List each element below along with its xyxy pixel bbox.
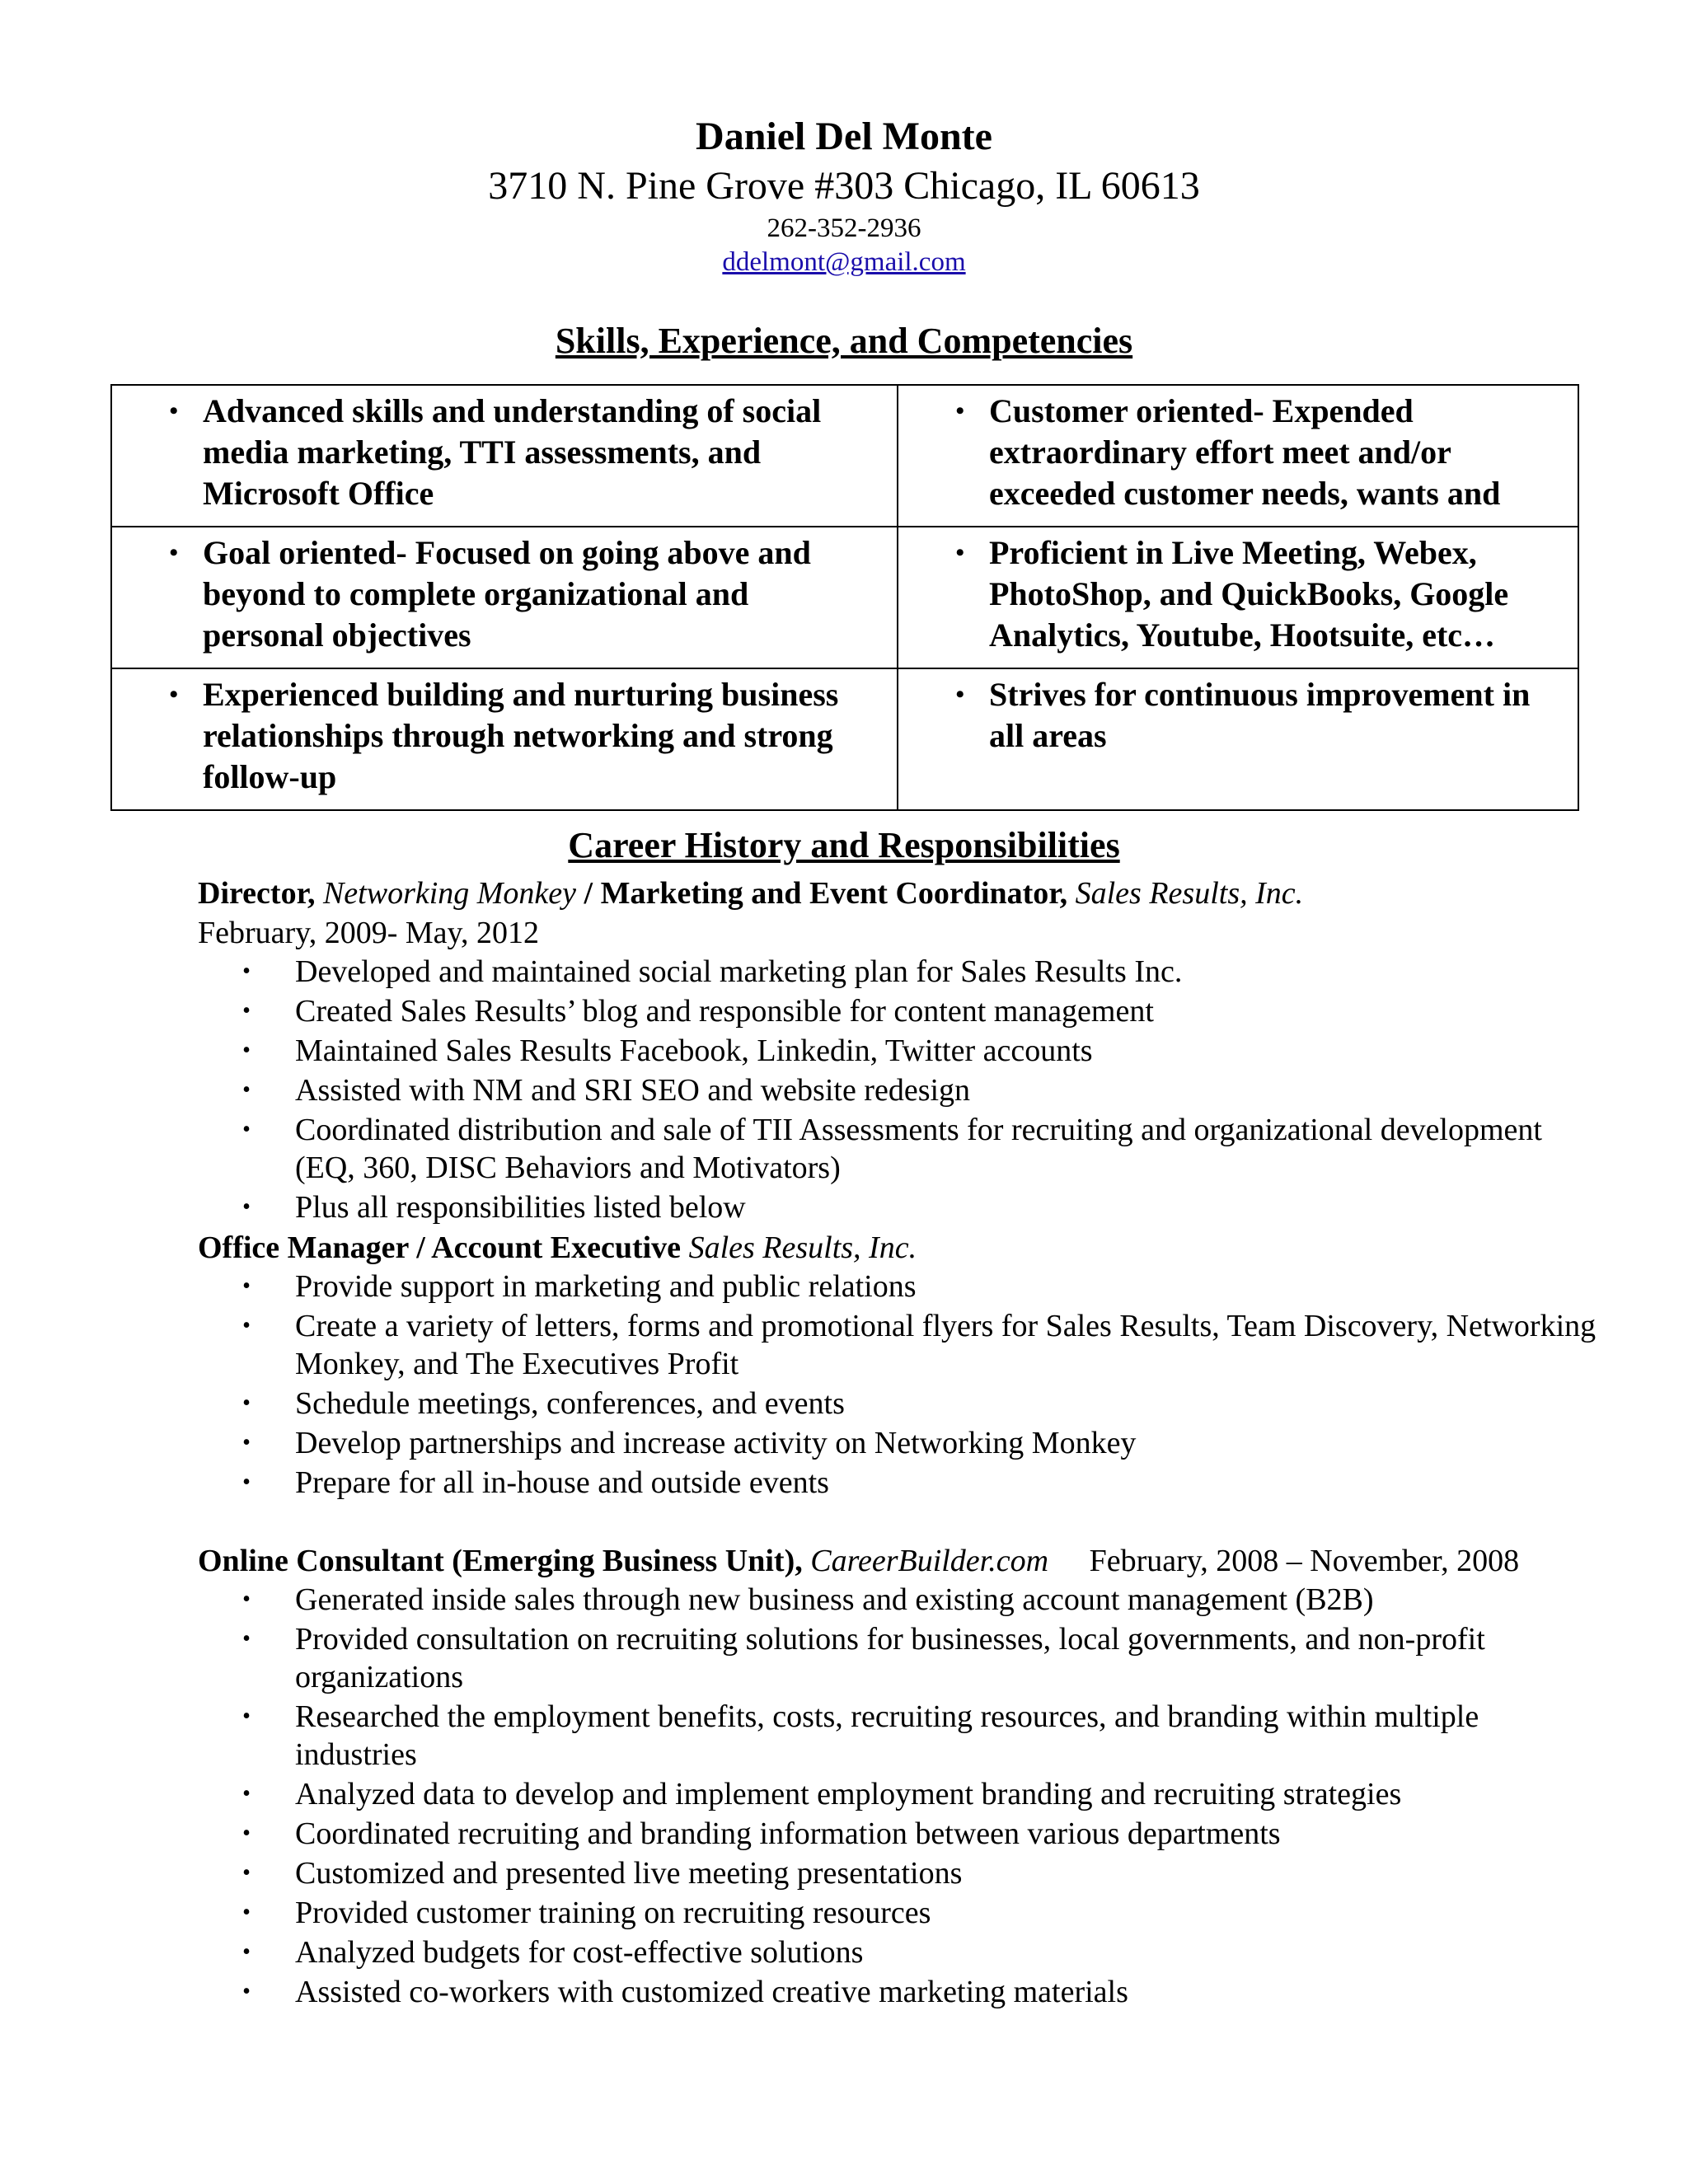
bullet-icon: • xyxy=(169,539,178,566)
bullet-icon: • xyxy=(242,1313,251,1338)
list-item xyxy=(198,1933,1599,1971)
list-item xyxy=(198,1032,1599,1070)
bullet-icon: • xyxy=(242,1939,251,1965)
duty-text: Plus all responsibilities listed below xyxy=(295,1190,746,1225)
job-title: Director, xyxy=(198,876,316,911)
skills-cell xyxy=(111,668,898,810)
skill-text: Proficient in Live Meeting, Webex, PhotoShop, and QuickBooks, Google Analytics, Youtube, Hootsuite, etc… xyxy=(989,534,1509,654)
company-name: Sales Results, Inc. xyxy=(688,1230,917,1265)
bullet-icon: • xyxy=(242,1821,251,1846)
skills-row xyxy=(111,527,1578,668)
bullet-icon: • xyxy=(242,1626,251,1652)
job-dates: February, 2008 – November, 2008 xyxy=(1089,1544,1520,1578)
list-item xyxy=(198,1424,1599,1462)
skill-text: Experienced building and nurturing business relationships through networking and strong follow-up xyxy=(203,676,839,795)
company-name: Sales Results, Inc. xyxy=(1075,876,1304,911)
company-name: CareerBuilder.com xyxy=(810,1544,1049,1578)
job-title: Marketing and Event Coordinator, xyxy=(600,876,1068,911)
list-item xyxy=(198,1188,1599,1226)
duty-text: Schedule meetings, conferences, and events xyxy=(295,1386,845,1421)
list-item xyxy=(198,992,1599,1030)
skills-row xyxy=(111,668,1578,810)
list-item xyxy=(198,1854,1599,1892)
duty-text: Developed and maintained social marketing plan for Sales Results Inc. xyxy=(295,954,1183,989)
duty-list xyxy=(198,1581,1599,2011)
duty-text: Assisted co-workers with customized creative marketing materials xyxy=(295,1975,1128,2009)
skill-text: Strives for continuous improvement in all areas xyxy=(989,676,1531,754)
bullet-icon: • xyxy=(242,958,251,984)
bullet-icon: • xyxy=(169,681,178,708)
bullet-icon: • xyxy=(955,397,964,424)
phone-number: 262-352-2936 xyxy=(767,213,921,243)
duty-list xyxy=(198,1268,1599,1502)
duty-text: Coordinated distribution and sale of TII Assessments for recruiting and organizational development (EQ, 360, DISC Behaviors and Motivators) xyxy=(295,1113,1542,1185)
email-link[interactable]: ddelmont@gmail.com xyxy=(722,247,966,277)
bullet-icon: • xyxy=(242,1586,251,1612)
duty-text: Maintained Sales Results Facebook, Linkedin, Twitter accounts xyxy=(295,1033,1093,1068)
bullet-icon: • xyxy=(242,1979,251,2004)
skills-heading: Skills, Experience, and Competencies xyxy=(555,321,1133,361)
skills-cell xyxy=(898,668,1578,810)
bullet-icon: • xyxy=(242,1781,251,1807)
bullet-icon: • xyxy=(242,1117,251,1142)
duty-list xyxy=(198,953,1599,1226)
duty-text: Analyzed data to develop and implement employment branding and recruiting strategies xyxy=(295,1777,1402,1811)
resume-header xyxy=(0,112,1688,279)
list-item xyxy=(198,1894,1599,1932)
duty-text: Customized and presented live meeting presentations xyxy=(295,1856,963,1891)
bullet-icon: • xyxy=(242,1704,251,1729)
skill-text: Advanced skills and understanding of social media marketing, TTI assessments, and Microsoft Office xyxy=(203,392,822,512)
spacer xyxy=(198,1503,1599,1541)
candidate-name: Daniel Del Monte xyxy=(696,115,992,158)
career-heading: Career History and Responsibilities xyxy=(568,825,1120,865)
bullet-icon: • xyxy=(955,539,964,566)
bullet-icon: • xyxy=(242,1077,251,1103)
list-item xyxy=(198,1581,1599,1619)
company-name: Networking Monkey xyxy=(322,876,577,911)
list-item xyxy=(198,1698,1599,1774)
skills-row xyxy=(111,385,1578,527)
bullet-icon: • xyxy=(242,1860,251,1886)
skills-cell xyxy=(111,385,898,527)
job-title: Online Consultant (Emerging Business Unit), xyxy=(198,1544,803,1578)
list-item xyxy=(198,1815,1599,1853)
duty-text: Create a variety of letters, forms and promotional flyers for Sales Results, Team Discovery, Networking Monkey, and The Executives Profit xyxy=(295,1309,1597,1381)
duty-text: Created Sales Results’ blog and responsible for content management xyxy=(295,994,1154,1029)
list-item xyxy=(198,1111,1599,1187)
job-title-line xyxy=(198,874,1599,913)
job-title-line xyxy=(198,1228,1599,1268)
duty-text: Generated inside sales through new business and existing account management (B2B) xyxy=(295,1582,1374,1617)
list-item xyxy=(198,1775,1599,1813)
job-title-line xyxy=(198,1541,1599,1581)
bullet-icon: • xyxy=(242,1469,251,1495)
list-item xyxy=(198,1464,1599,1502)
list-item xyxy=(198,1307,1599,1383)
list-item xyxy=(198,1973,1599,2011)
bullet-icon: • xyxy=(242,1194,251,1220)
address: 3710 N. Pine Grove #303 Chicago, IL 60613 xyxy=(488,164,1200,208)
bullet-icon: • xyxy=(242,1390,251,1416)
skills-table xyxy=(110,384,1579,811)
bullet-icon: • xyxy=(242,998,251,1024)
bullet-icon: • xyxy=(169,397,178,424)
bullet-icon: • xyxy=(955,681,964,708)
bullet-icon: • xyxy=(242,1038,251,1063)
job-title: Office Manager / Account Executive xyxy=(198,1230,682,1265)
bullet-icon: • xyxy=(242,1430,251,1455)
list-item xyxy=(198,1620,1599,1696)
list-item xyxy=(198,953,1599,991)
skills-cell xyxy=(898,527,1578,668)
list-item xyxy=(198,1268,1599,1305)
duty-text: Researched the employment benefits, costs, recruiting resources, and branding within multiple industries xyxy=(295,1699,1479,1772)
duty-text: Coordinated recruiting and branding information between various departments xyxy=(295,1816,1281,1851)
career-section xyxy=(198,874,1599,2013)
duty-text: Develop partnerships and increase activity on Networking Monkey xyxy=(295,1426,1137,1460)
skills-cell xyxy=(898,385,1578,527)
skill-text: Customer oriented- Expended extraordinary effort meet and/or exceeded customer needs, wants and xyxy=(989,392,1501,512)
job-dates: February, 2009- May, 2012 xyxy=(198,916,540,950)
duty-text: Provide support in marketing and public relations xyxy=(295,1269,917,1304)
duty-text: Provided customer training on recruiting resources xyxy=(295,1896,931,1930)
duty-text: Analyzed budgets for cost-effective solutions xyxy=(295,1935,864,1970)
duty-text: Provided consultation on recruiting solutions for businesses, local governments, and non-profit organizations xyxy=(295,1622,1485,1694)
bullet-icon: • xyxy=(242,1273,251,1299)
list-item xyxy=(198,1385,1599,1422)
skill-text: Goal oriented- Focused on going above and beyond to complete organizational and personal objectives xyxy=(203,534,811,654)
list-item xyxy=(198,1071,1599,1109)
separator: / xyxy=(584,876,593,911)
skills-cell xyxy=(111,527,898,668)
duty-text: Prepare for all in-house and outside events xyxy=(295,1465,829,1500)
duty-text: Assisted with NM and SRI SEO and website redesign xyxy=(295,1073,971,1108)
bullet-icon: • xyxy=(242,1900,251,1925)
